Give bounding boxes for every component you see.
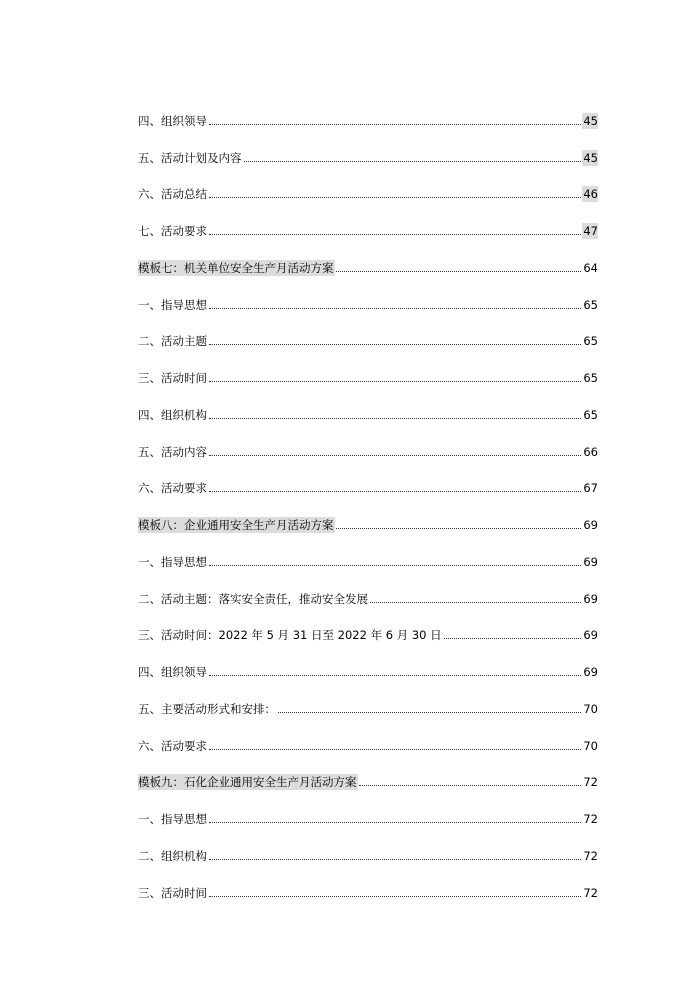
toc-entry-page-number: 69 [583,628,598,643]
table-of-contents [138,92,598,901]
toc-entry-title: 一、指导思想 [138,554,207,569]
toc-entry[interactable] [138,570,598,607]
toc-entry-page-number: 72 [583,775,598,790]
toc-entry[interactable] [138,790,598,827]
dot-leader [244,160,582,162]
dot-leader [209,490,581,492]
dot-leader [336,527,582,529]
dot-leader [209,858,581,860]
toc-entry-page-number: 45 [583,150,598,165]
toc-entry-page-number: 47 [583,224,598,238]
dot-leader [209,233,581,235]
dot-leader [209,196,581,198]
toc-entry[interactable] [138,202,598,239]
toc-entry[interactable] [138,607,598,644]
dot-leader [209,343,581,345]
dot-leader [209,895,581,897]
toc-entry[interactable] [138,349,598,386]
toc-entry[interactable] [138,533,598,570]
toc-entry-page-number: 72 [583,848,598,863]
toc-entry-title: 二、组织机构 [138,848,207,863]
toc-entry[interactable] [138,239,598,276]
toc-entry[interactable] [138,129,598,166]
dot-leader [209,417,581,419]
toc-entry-page-number: 69 [583,518,598,532]
toc-entry[interactable] [138,754,598,791]
toc-entry-title: 二、活动主题：落实安全责任，推动安全发展 [138,591,368,606]
toc-entry[interactable] [138,276,598,313]
toc-entry-title: 四、组织领导 [138,665,207,679]
toc-entry-title: 模板七：机关单位安全生产月活动方案 [138,260,334,275]
toc-entry-title: 五、活动内容 [138,444,207,459]
dot-leader [209,564,581,566]
toc-entry-title: 五、活动计划及内容 [138,150,242,165]
toc-entry[interactable] [138,313,598,350]
dot-leader [209,123,581,125]
toc-entry-page-number: 64 [583,260,598,275]
toc-entry-page-number: 65 [583,334,598,349]
toc-entry[interactable] [138,166,598,203]
toc-entry[interactable] [138,386,598,423]
toc-entry-title: 一、指导思想 [138,812,207,826]
dot-leader [370,601,581,603]
toc-entry-page-number: 65 [583,297,598,312]
toc-entry-page-number: 70 [583,738,598,753]
toc-entry-title: 二、活动主题 [138,334,207,349]
toc-entry-page-number: 70 [583,701,598,716]
toc-entry-page-number: 46 [583,187,598,202]
toc-entry[interactable] [138,92,598,129]
toc-entry-title: 四、组织领导 [138,113,207,128]
toc-entry-title: 模板九：石化企业通用安全生产月活动方案 [138,775,357,790]
toc-entry[interactable] [138,460,598,497]
dot-leader [209,674,581,676]
toc-entry-title: 四、组织机构 [138,407,207,422]
toc-entry-page-number: 69 [583,591,598,606]
dot-leader [359,784,582,786]
toc-entry-page-number: 65 [583,371,598,385]
toc-entry[interactable] [138,496,598,533]
toc-entry-title: 模板八：企业通用安全生产月活动方案 [138,518,334,532]
toc-entry-title: 五、主要活动形式和安排： [138,701,276,716]
toc-entry[interactable] [138,643,598,680]
toc-entry-page-number: 72 [583,885,598,900]
toc-entry[interactable] [138,680,598,717]
toc-entry[interactable] [138,827,598,864]
toc-entry-page-number: 45 [583,113,598,128]
dot-leader [336,270,582,272]
toc-entry[interactable] [138,423,598,460]
toc-entry-title: 一、指导思想 [138,297,207,312]
toc-entry-title: 七、活动要求 [138,224,207,238]
toc-entry-page-number: 67 [583,481,598,496]
dot-leader [209,307,581,309]
toc-entry-title: 三、活动时间：2022 年 5 月 31 日至 2022 年 6 月 30 日 [138,628,442,643]
toc-entry-page-number: 69 [583,554,598,569]
dot-leader [209,748,581,750]
dot-leader [209,380,581,382]
toc-entry[interactable] [138,864,598,901]
dot-leader [278,711,581,713]
toc-entry-title: 六、活动总结 [138,187,207,202]
toc-entry-title: 三、活动时间 [138,885,207,900]
toc-entry-title: 六、活动要求 [138,738,207,753]
dot-leader [209,821,581,823]
toc-entry-title: 六、活动要求 [138,481,207,496]
toc-entry-page-number: 72 [583,812,598,826]
dot-leader [209,454,581,456]
toc-entry[interactable] [138,717,598,754]
toc-entry-page-number: 65 [583,407,598,422]
toc-entry-page-number: 69 [583,665,598,679]
toc-entry-title: 三、活动时间 [138,371,207,385]
toc-entry-page-number: 66 [583,444,598,459]
dot-leader [444,637,582,639]
